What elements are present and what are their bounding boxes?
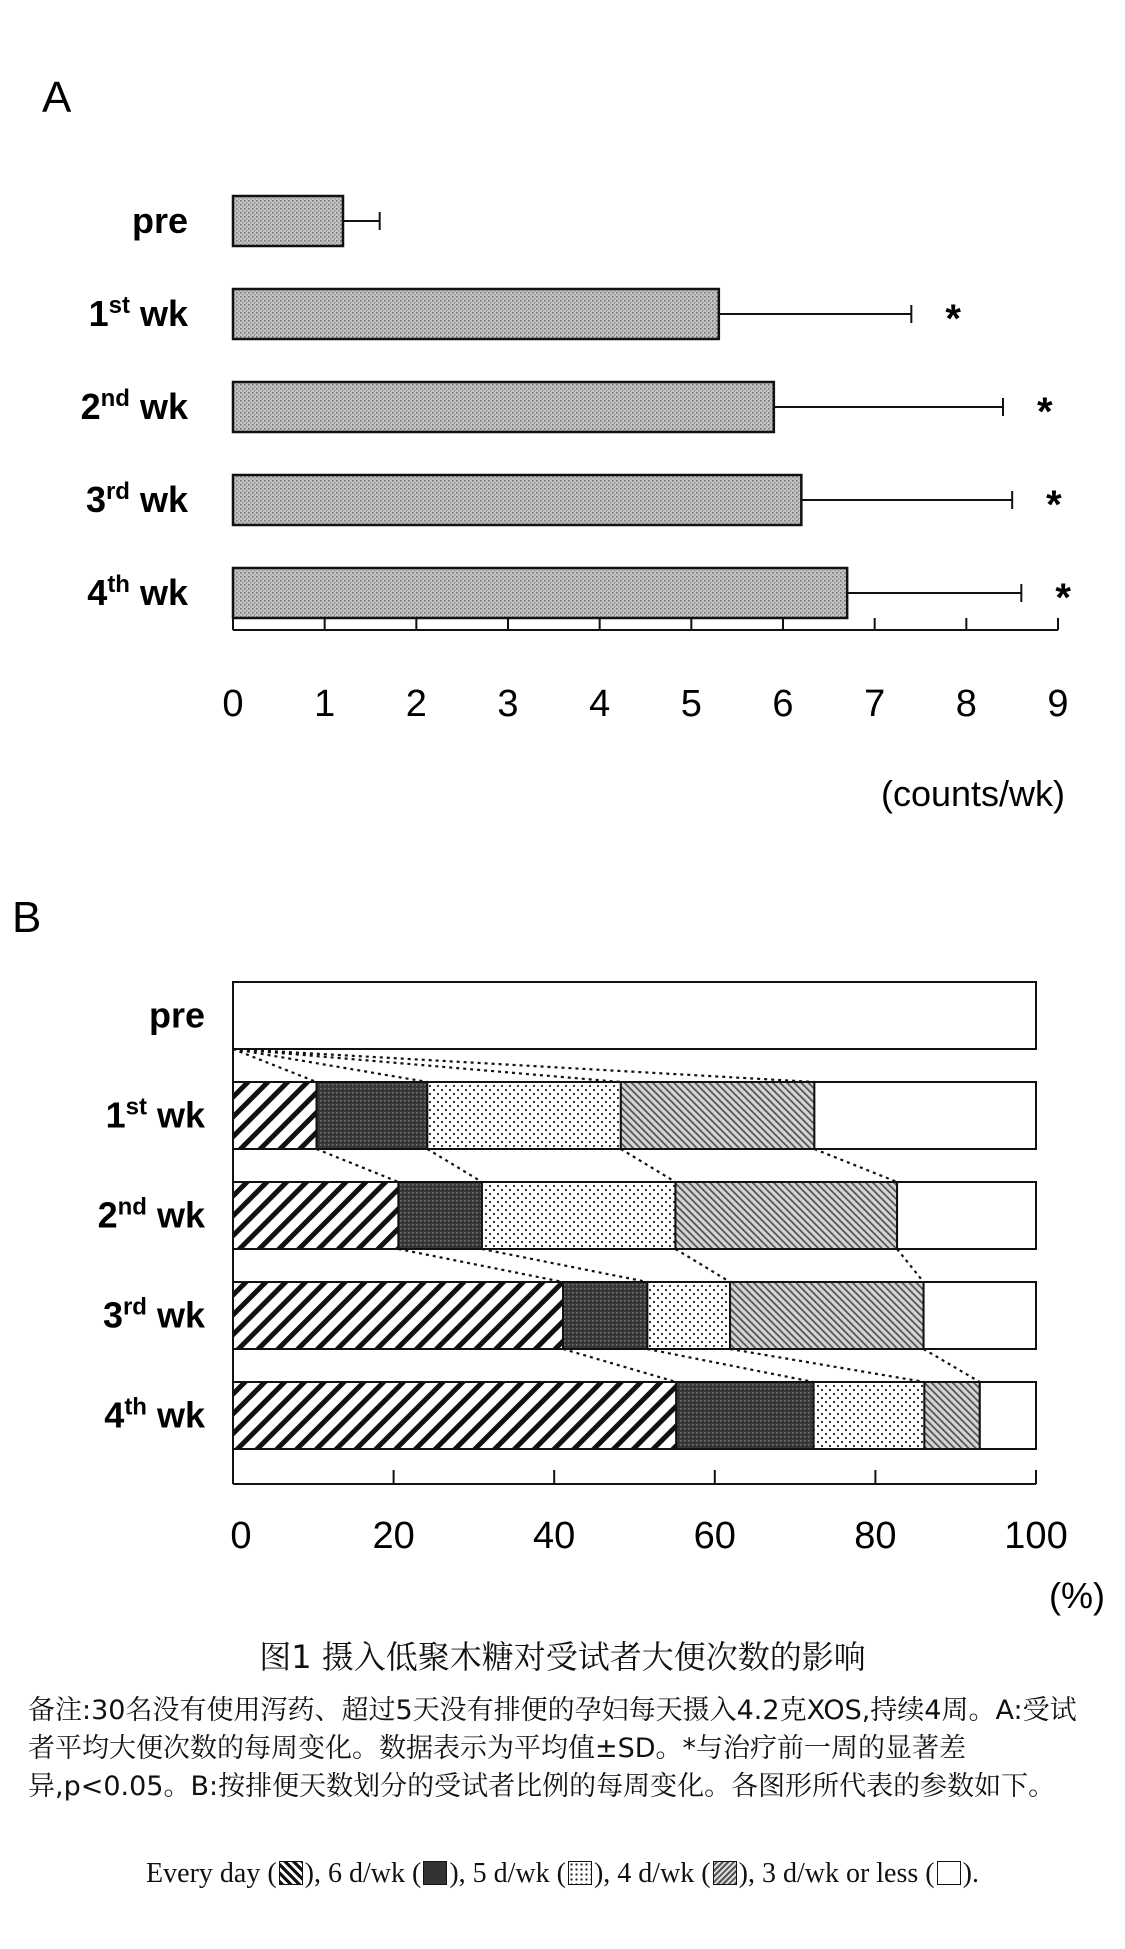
segment-4-d-wk bbox=[675, 1182, 897, 1249]
connector-line bbox=[233, 1049, 427, 1082]
x-tick-label: 80 bbox=[854, 1515, 897, 1557]
category-label: 2nd wk bbox=[80, 385, 188, 427]
connector-line bbox=[317, 1149, 399, 1182]
figure-caption-note: 备注:30名没有使用泻药、超过5天没有排便的孕妇每天摄入4.2克XOS,持续4周。A:受试者平均大便次数的每周变化。数据表示为平均值±SD。*与治疗前一周的显著差异,p<0.05。B:按排便天数划分的受试者比例的每周变化。各图形所代表的参数如下。 bbox=[28, 1695, 1077, 1802]
panel-b-label: B bbox=[12, 893, 42, 942]
x-tick-label: 7 bbox=[864, 683, 886, 725]
legend-swatch-dots bbox=[568, 1861, 592, 1885]
connector-line bbox=[427, 1149, 482, 1182]
segment-3-d-wk-or-less bbox=[980, 1382, 1036, 1449]
significance-marker: * bbox=[1037, 390, 1053, 434]
legend-swatch-fine-hatch bbox=[713, 1861, 737, 1885]
legend-paren: ) bbox=[962, 1858, 972, 1889]
legend-swatch-dark-solid bbox=[423, 1861, 447, 1885]
x-tick-label: 6 bbox=[772, 683, 794, 725]
x-tick-label: 4 bbox=[589, 683, 611, 725]
connector-line bbox=[675, 1249, 730, 1282]
legend-swatch-diagonal-hatch bbox=[279, 1861, 303, 1885]
connector-line bbox=[621, 1149, 676, 1182]
segment-4-d-wk bbox=[730, 1282, 924, 1349]
connector-line bbox=[233, 1049, 814, 1082]
segment-4-d-wk bbox=[621, 1082, 815, 1149]
panel-a-label: A bbox=[42, 73, 72, 122]
legend-label: Every day ( bbox=[146, 1858, 277, 1889]
connector-line bbox=[482, 1249, 647, 1282]
segment-6-d-wk bbox=[317, 1082, 428, 1149]
panel-b-bars bbox=[233, 982, 1036, 1449]
x-tick-label: 2 bbox=[405, 683, 427, 725]
category-label: 4th wk bbox=[87, 571, 188, 613]
legend-label: , 3 d/wk or less ( bbox=[747, 1858, 935, 1889]
bar-3rd-wk bbox=[233, 475, 801, 525]
segment-6-d-wk bbox=[676, 1382, 813, 1449]
x-tick-label: 40 bbox=[533, 1515, 576, 1557]
connector-line bbox=[814, 1149, 897, 1182]
connector-line bbox=[897, 1249, 923, 1282]
segment-3-d-wk-or-less bbox=[897, 1182, 1036, 1249]
connector-line bbox=[730, 1349, 924, 1382]
x-tick-label: 1 bbox=[314, 683, 336, 725]
significance-marker: * bbox=[1046, 483, 1062, 527]
panel-a-bars bbox=[233, 196, 1071, 620]
x-tick-label: 3 bbox=[497, 683, 519, 725]
x-tick-label: 0 bbox=[230, 1515, 252, 1557]
legend-paren: ) bbox=[449, 1858, 459, 1889]
x-tick-label: 5 bbox=[680, 683, 702, 725]
segment-3-d-wk-or-less bbox=[814, 1082, 1036, 1149]
segment-3-d-wk-or-less bbox=[924, 1282, 1036, 1349]
segment-5-d-wk bbox=[482, 1182, 676, 1249]
category-label: 3rd wk bbox=[85, 478, 188, 520]
panel-b-x-axis bbox=[230, 982, 1067, 1557]
category-label: 4th wk bbox=[104, 1393, 205, 1436]
legend-paren: ) bbox=[738, 1858, 748, 1889]
panel-a-category-labels bbox=[81, 200, 189, 613]
panel-a bbox=[42, 73, 1071, 814]
segment-5-d-wk bbox=[427, 1082, 621, 1149]
segment-every-day bbox=[233, 1182, 398, 1249]
legend-paren: ) bbox=[304, 1858, 314, 1889]
x-tick-label: 9 bbox=[1047, 683, 1069, 725]
legend-label: , 6 d/wk ( bbox=[313, 1858, 422, 1889]
bar-pre bbox=[233, 196, 343, 246]
segment-every-day bbox=[233, 1382, 676, 1449]
legend-label: , 4 d/wk ( bbox=[603, 1858, 711, 1889]
segment-every-day bbox=[233, 1082, 317, 1149]
panel-b-x-axis-label: (%) bbox=[1049, 1575, 1105, 1616]
bar-1st-wk bbox=[233, 289, 719, 339]
segment-5-d-wk bbox=[814, 1382, 925, 1449]
figure-caption-title: 图1 摄入低聚木糖对受试者大便次数的影响 bbox=[259, 1638, 866, 1676]
figure-caption-legend bbox=[0, 1858, 1125, 1890]
x-tick-label: 8 bbox=[955, 683, 977, 725]
category-label: pre bbox=[148, 994, 205, 1036]
segment-every-day bbox=[233, 1282, 563, 1349]
category-label: 3rd wk bbox=[102, 1293, 205, 1336]
legend-swatch-blank bbox=[937, 1861, 961, 1885]
significance-marker: * bbox=[945, 297, 961, 341]
panel-b bbox=[12, 893, 1105, 1616]
category-label: 1st wk bbox=[105, 1093, 205, 1136]
x-tick-label: 60 bbox=[693, 1515, 736, 1557]
panel-a-x-axis-label: (counts/wk) bbox=[880, 773, 1065, 814]
legend-end: . bbox=[971, 1858, 979, 1889]
segment-5-d-wk bbox=[647, 1282, 730, 1349]
x-tick-label: 100 bbox=[1004, 1515, 1068, 1557]
connector-line bbox=[398, 1249, 563, 1282]
connector-line bbox=[647, 1349, 813, 1382]
legend-paren: ) bbox=[593, 1858, 604, 1889]
category-label: 2nd wk bbox=[97, 1193, 205, 1236]
category-label: pre bbox=[131, 200, 188, 241]
x-tick-label: 20 bbox=[372, 1515, 415, 1557]
connector-line bbox=[924, 1349, 980, 1382]
segment-4-d-wk bbox=[924, 1382, 979, 1449]
segment-6-d-wk bbox=[398, 1182, 482, 1249]
panel-a-x-axis bbox=[222, 618, 1068, 725]
connector-line bbox=[563, 1349, 676, 1382]
segment-6-d-wk bbox=[563, 1282, 647, 1349]
panel-b-category-labels bbox=[98, 995, 206, 1436]
significance-marker: * bbox=[1055, 576, 1071, 620]
category-label: 1st wk bbox=[88, 292, 188, 334]
bar-4th-wk bbox=[233, 568, 847, 618]
legend-label: , 5 d/wk ( bbox=[458, 1858, 566, 1889]
segment-3-d-wk-or-less bbox=[233, 982, 1036, 1049]
x-tick-label: 0 bbox=[222, 683, 244, 725]
bar-2nd-wk bbox=[233, 382, 774, 432]
connector-line bbox=[233, 1049, 621, 1082]
